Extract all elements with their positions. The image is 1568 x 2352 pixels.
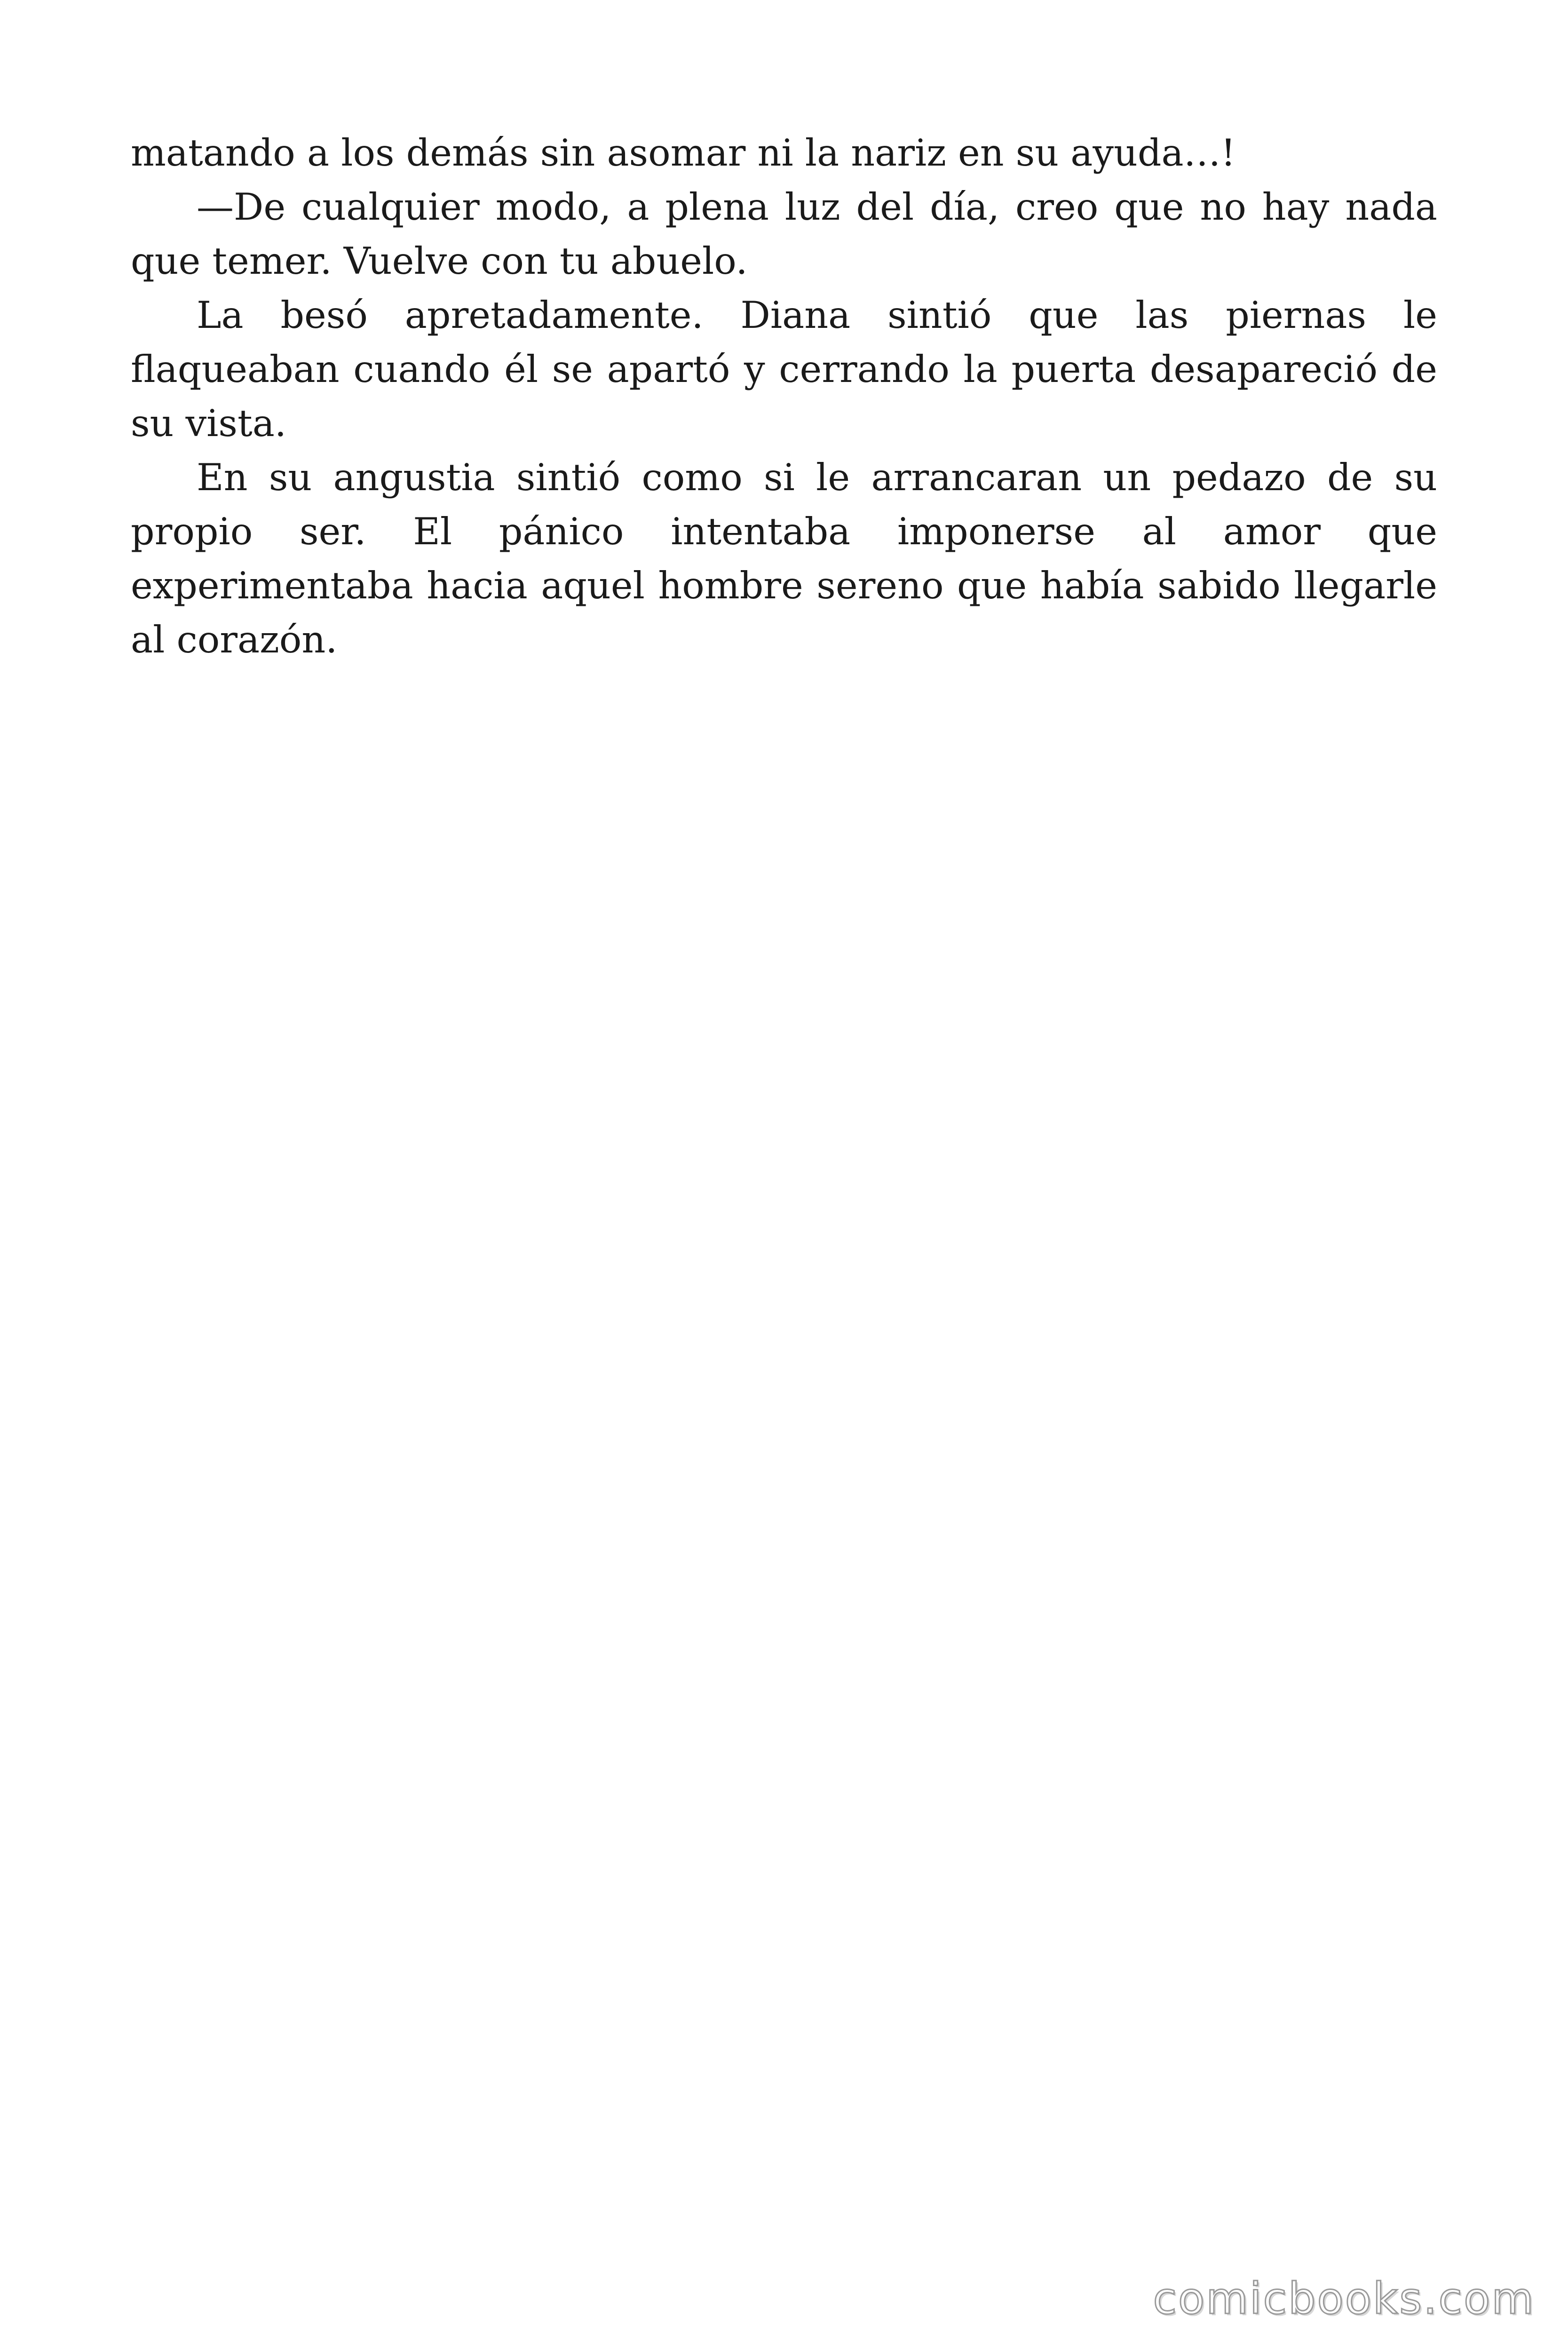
paragraph-2: —De cualquier modo, a plena luz del día, creo que no hay nada que temer. Vuelve con tu abuelo. [131, 185, 1437, 283]
paragraph-4: En su angustia sintió como si le arrancaran un pedazo de su propio ser. El pánico intentaba imponerse al amor que experimentaba hacia aquel hombre sereno que había sabido llegarle al corazón. [131, 456, 1437, 661]
paragraph-1: matando a los demás sin asomar ni la nariz en su ayuda…! [131, 131, 1236, 175]
paragraph-3: La besó apretadamente. Diana sintió que las piernas le flaqueaban cuando él se apartó y cerrando la puerta desapareció de su vista. [131, 294, 1437, 445]
body-text [131, 126, 1437, 667]
watermark-logo: comicbooks.com [1153, 2273, 1535, 2324]
